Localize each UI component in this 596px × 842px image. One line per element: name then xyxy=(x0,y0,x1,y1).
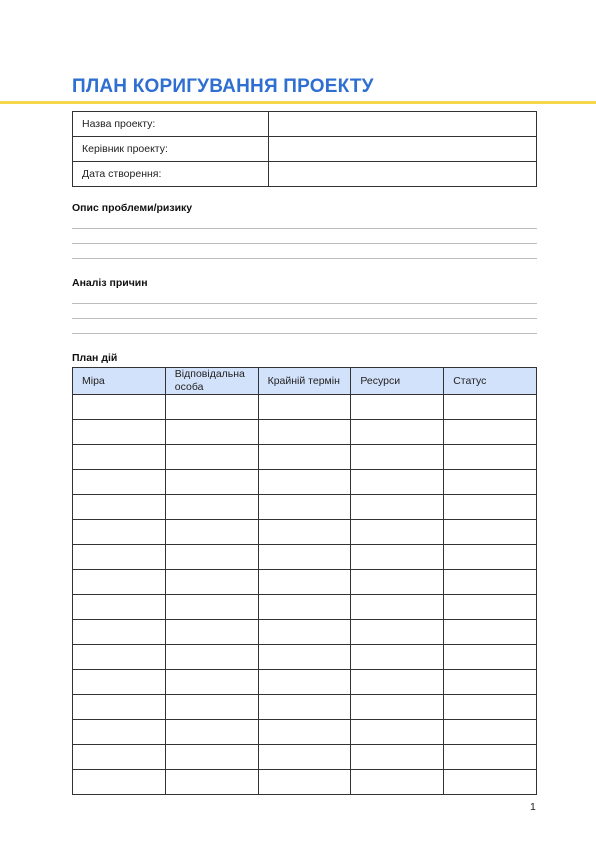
table-cell[interactable] xyxy=(165,395,258,420)
table-cell[interactable] xyxy=(351,520,444,545)
table-cell[interactable] xyxy=(73,720,166,745)
table-cell[interactable] xyxy=(258,545,351,570)
column-header-status: Статус xyxy=(444,368,537,395)
table-cell[interactable] xyxy=(258,520,351,545)
table-cell[interactable] xyxy=(73,670,166,695)
problem-writing-line[interactable] xyxy=(72,243,537,244)
table-cell[interactable] xyxy=(444,595,537,620)
table-cell[interactable] xyxy=(351,645,444,670)
causes-writing-line[interactable] xyxy=(72,318,537,319)
table-row xyxy=(73,745,537,770)
problem-section-heading: Опис проблеми/ризику xyxy=(72,202,193,214)
table-cell[interactable] xyxy=(258,645,351,670)
table-cell[interactable] xyxy=(258,420,351,445)
table-row xyxy=(73,420,537,445)
table-cell[interactable] xyxy=(444,570,537,595)
table-cell[interactable] xyxy=(73,745,166,770)
table-cell[interactable] xyxy=(165,570,258,595)
table-cell[interactable] xyxy=(351,545,444,570)
table-cell[interactable] xyxy=(73,595,166,620)
causes-writing-line[interactable] xyxy=(72,303,537,304)
info-row-creation-date xyxy=(73,162,537,187)
table-cell[interactable] xyxy=(258,745,351,770)
table-cell[interactable] xyxy=(444,770,537,795)
table-cell[interactable] xyxy=(165,670,258,695)
table-cell[interactable] xyxy=(444,720,537,745)
table-cell[interactable] xyxy=(444,470,537,495)
creation-date-label: Дата створення: xyxy=(73,162,269,187)
column-header-resources: Ресурси xyxy=(351,368,444,395)
page-number: 1 xyxy=(530,801,536,813)
project-manager-label: Керівник проекту: xyxy=(73,137,269,162)
table-cell[interactable] xyxy=(73,445,166,470)
project-name-label: Назва проекту: xyxy=(73,112,269,137)
table-cell[interactable] xyxy=(73,570,166,595)
info-row-project-manager xyxy=(73,137,537,162)
table-row xyxy=(73,570,537,595)
table-cell[interactable] xyxy=(165,595,258,620)
table-row xyxy=(73,720,537,745)
table-cell[interactable] xyxy=(444,670,537,695)
table-cell[interactable] xyxy=(258,495,351,520)
table-cell[interactable] xyxy=(444,620,537,645)
table-row xyxy=(73,495,537,520)
table-cell[interactable] xyxy=(73,770,166,795)
table-cell[interactable] xyxy=(444,545,537,570)
table-row xyxy=(73,695,537,720)
table-cell[interactable] xyxy=(165,695,258,720)
table-cell[interactable] xyxy=(444,695,537,720)
table-cell[interactable] xyxy=(351,395,444,420)
table-row xyxy=(73,620,537,645)
table-cell[interactable] xyxy=(165,720,258,745)
table-row xyxy=(73,670,537,695)
table-cell[interactable] xyxy=(351,620,444,645)
project-name-field[interactable] xyxy=(269,112,537,137)
causes-section-heading: Аналіз причин xyxy=(72,277,148,289)
info-row-project-name xyxy=(73,112,537,137)
table-cell[interactable] xyxy=(351,695,444,720)
table-cell[interactable] xyxy=(73,495,166,520)
table-cell[interactable] xyxy=(165,545,258,570)
table-cell[interactable] xyxy=(351,495,444,520)
table-cell[interactable] xyxy=(351,670,444,695)
project-info-table xyxy=(72,111,537,187)
table-cell[interactable] xyxy=(444,445,537,470)
table-cell[interactable] xyxy=(165,470,258,495)
table-cell[interactable] xyxy=(73,645,166,670)
table-cell[interactable] xyxy=(258,395,351,420)
table-cell[interactable] xyxy=(258,570,351,595)
table-row xyxy=(73,595,537,620)
table-cell[interactable] xyxy=(444,745,537,770)
table-cell[interactable] xyxy=(351,445,444,470)
problem-writing-line[interactable] xyxy=(72,258,537,259)
table-cell[interactable] xyxy=(258,670,351,695)
table-row xyxy=(73,520,537,545)
table-cell[interactable] xyxy=(165,520,258,545)
table-cell[interactable] xyxy=(444,645,537,670)
table-cell[interactable] xyxy=(165,620,258,645)
table-cell[interactable] xyxy=(165,645,258,670)
action-plan-header-row xyxy=(73,368,537,395)
column-header-measure: Міра xyxy=(73,368,166,395)
table-cell[interactable] xyxy=(351,595,444,620)
table-cell[interactable] xyxy=(444,495,537,520)
table-cell[interactable] xyxy=(73,420,166,445)
table-cell[interactable] xyxy=(73,620,166,645)
table-cell[interactable] xyxy=(258,720,351,745)
plan-section-heading: План дій xyxy=(72,352,118,364)
table-cell[interactable] xyxy=(165,495,258,520)
table-cell[interactable] xyxy=(444,520,537,545)
table-cell[interactable] xyxy=(165,745,258,770)
column-header-responsible: Відповідальна особа xyxy=(165,368,258,395)
table-cell[interactable] xyxy=(351,720,444,745)
page-title: ПЛАН КОРИГУВАННЯ ПРОЕКТУ xyxy=(72,76,374,97)
table-cell[interactable] xyxy=(73,695,166,720)
table-cell[interactable] xyxy=(165,420,258,445)
table-cell[interactable] xyxy=(73,395,166,420)
table-cell[interactable] xyxy=(258,695,351,720)
action-plan-table xyxy=(72,367,537,795)
table-cell[interactable] xyxy=(444,395,537,420)
table-cell[interactable] xyxy=(258,470,351,495)
table-cell[interactable] xyxy=(351,420,444,445)
table-row xyxy=(73,545,537,570)
table-cell[interactable] xyxy=(73,520,166,545)
table-row xyxy=(73,395,537,420)
table-cell[interactable] xyxy=(165,770,258,795)
table-cell[interactable] xyxy=(351,470,444,495)
table-row xyxy=(73,770,537,795)
table-cell[interactable] xyxy=(258,595,351,620)
column-header-deadline: Крайній термін xyxy=(258,368,351,395)
creation-date-field[interactable] xyxy=(269,162,537,187)
table-row xyxy=(73,445,537,470)
causes-writing-line[interactable] xyxy=(72,333,537,334)
table-cell[interactable] xyxy=(258,770,351,795)
table-cell[interactable] xyxy=(73,470,166,495)
action-plan-body xyxy=(73,395,537,795)
table-cell[interactable] xyxy=(165,445,258,470)
table-cell[interactable] xyxy=(258,620,351,645)
project-manager-field[interactable] xyxy=(269,137,537,162)
table-cell[interactable] xyxy=(73,545,166,570)
table-cell[interactable] xyxy=(258,445,351,470)
table-cell[interactable] xyxy=(351,770,444,795)
table-cell[interactable] xyxy=(351,570,444,595)
title-underline-rule xyxy=(0,101,596,104)
problem-writing-line[interactable] xyxy=(72,228,537,229)
table-row xyxy=(73,470,537,495)
table-cell[interactable] xyxy=(444,420,537,445)
table-cell[interactable] xyxy=(351,745,444,770)
table-row xyxy=(73,645,537,670)
